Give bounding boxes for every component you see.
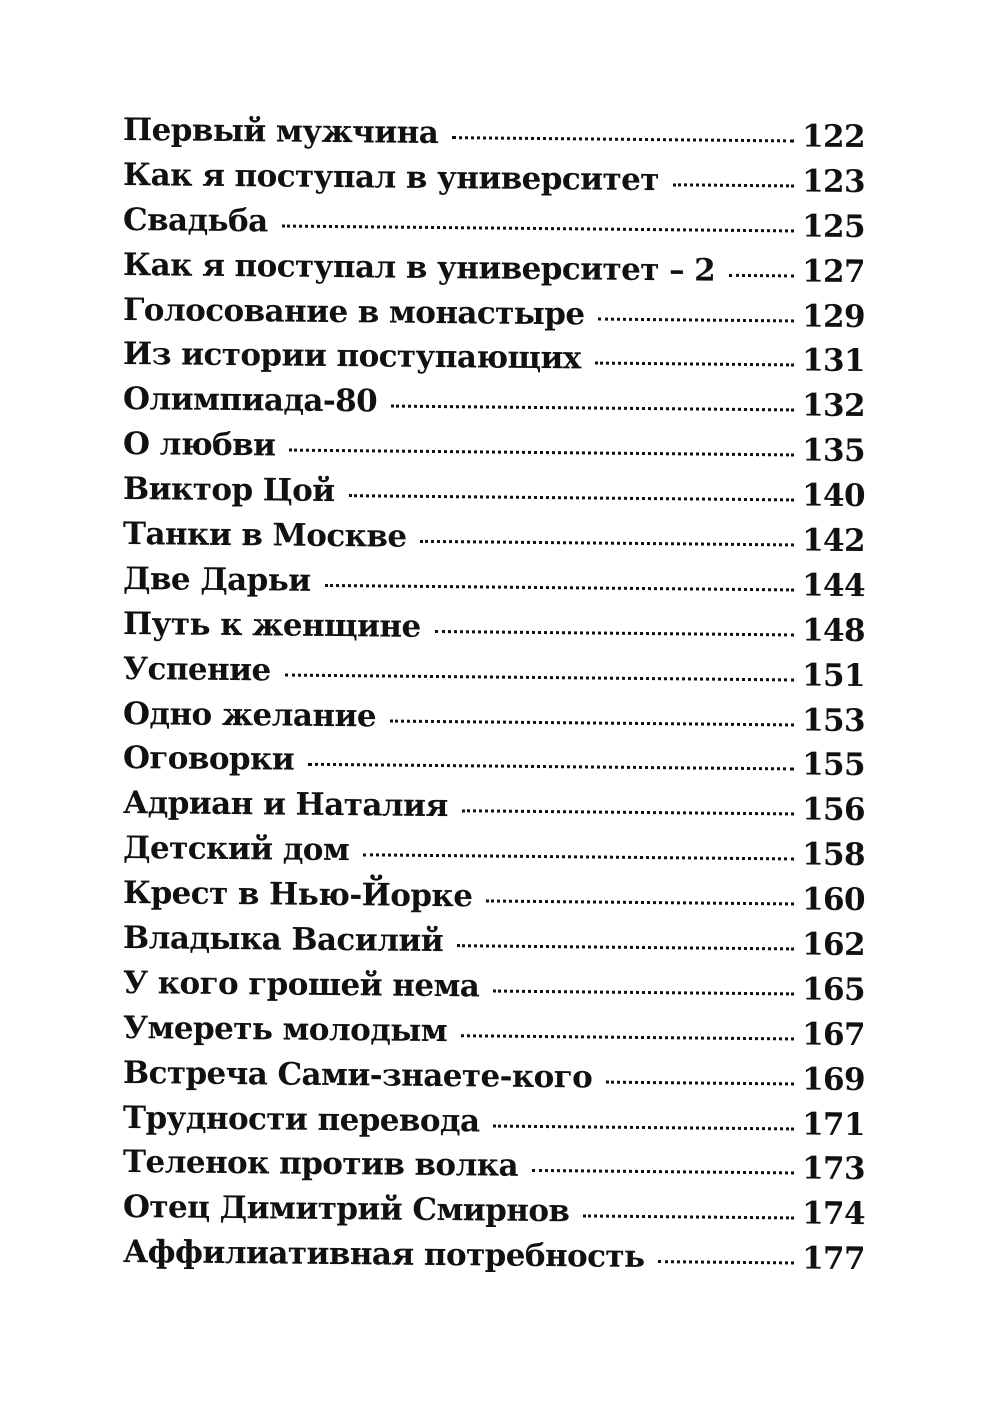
dot-leader [493,1124,794,1130]
toc-entry-page: 125 [802,208,865,245]
dot-leader [285,673,794,681]
toc-entry-page: 171 [802,1106,865,1143]
toc-entry-title: Аффилиативная потребность [123,1234,645,1276]
dot-leader [532,1169,794,1175]
toc-entry-title: Встреча Сами-знаете-кого [123,1054,593,1096]
toc-entry-title: Одно желание [123,695,377,735]
toc-entry[interactable] [123,336,865,388]
dot-leader [420,540,794,547]
toc-entry-title: Теленок против волка [123,1144,519,1185]
table-of-contents [123,112,865,1286]
toc-entry-title: Адриан и Наталия [123,785,448,825]
toc-entry-page: 142 [802,522,865,560]
toc-entry-page: 165 [802,971,865,1009]
toc-entry[interactable] [123,1010,865,1062]
toc-entry-title: У кого грошей нема [123,964,480,1005]
toc-entry-page: 156 [802,791,865,829]
dot-leader [673,183,794,187]
toc-entry-page: 135 [802,432,865,470]
toc-entry-page: 160 [802,881,865,919]
toc-entry-page: 174 [802,1195,865,1233]
toc-entry[interactable] [123,561,865,613]
toc-entry-page: 162 [802,926,865,964]
toc-entry-title: Оговорки [123,740,295,779]
toc-entry-page: 177 [802,1240,865,1278]
toc-entry-page: 155 [802,746,865,784]
toc-entry-title: Первый мужчина [123,112,439,152]
toc-entry[interactable] [123,157,865,209]
toc-entry-title: Владыка Василий [123,920,444,960]
dot-leader [493,989,794,995]
dot-leader [390,719,794,726]
toc-entry[interactable] [123,1100,865,1152]
toc-entry-page: 127 [802,253,865,290]
toc-entry-page: 131 [802,342,865,380]
dot-leader [308,763,794,771]
toc-entry-title: Успение [123,650,271,689]
toc-entry-title: Трудности перевода [123,1099,480,1140]
toc-entry-page: 123 [802,163,865,201]
dot-leader [325,584,795,592]
dot-leader [391,405,794,412]
dot-leader [282,224,795,232]
toc-entry[interactable] [123,651,865,703]
toc-entry[interactable] [123,875,865,927]
dot-leader [606,1080,794,1085]
toc-entry-title: Детский дом [123,830,350,869]
toc-entry-title: Отец Димитрий Смирнов [123,1189,570,1230]
toc-entry-title: Умереть молодым [123,1009,448,1049]
toc-entry-page: 173 [802,1151,865,1188]
toc-entry[interactable] [123,1234,865,1286]
toc-entry[interactable] [123,740,865,792]
toc-entry[interactable] [123,830,865,882]
dot-leader [595,362,794,367]
toc-entry[interactable] [123,247,865,299]
toc-entry[interactable] [123,920,865,972]
toc-entry-title: Танки в Москве [123,516,407,555]
toc-entry[interactable] [123,965,865,1017]
toc-entry-page: 169 [802,1061,865,1098]
dot-leader [457,944,794,950]
toc-entry[interactable] [123,516,865,568]
toc-entry[interactable] [123,1144,865,1196]
toc-entry-page: 122 [802,118,865,156]
toc-entry-title: Олимпиада-80 [123,381,378,420]
toc-entry-title: Из истории поступающих [123,336,581,377]
toc-entry-page: 167 [802,1016,865,1053]
toc-entry[interactable] [123,112,865,164]
dot-leader [598,317,794,322]
toc-entry-page: 144 [802,567,865,605]
toc-entry[interactable] [123,381,865,433]
dot-leader [658,1260,794,1264]
toc-entry-title: Свадьба [123,201,268,240]
toc-entry-title: Путь к женщине [123,605,421,645]
toc-entry-title: Виктор Цой [123,471,335,510]
dot-leader [349,494,795,501]
toc-entry-page: 153 [802,702,865,739]
dot-leader [461,1034,794,1040]
toc-entry-title: О любви [123,426,276,464]
toc-entry-page: 151 [802,657,865,694]
toc-entry[interactable] [123,1189,865,1241]
toc-entry-title: Как я поступал в университет [123,156,659,199]
toc-entry-title: Крест в Нью-Йорке [123,875,473,915]
toc-entry-page: 132 [802,387,865,425]
toc-entry-title: Как я поступал в университет – 2 [123,246,716,289]
toc-entry[interactable] [123,606,865,658]
toc-entry[interactable] [123,696,865,748]
dot-leader [462,810,794,816]
dot-leader [289,449,794,457]
toc-entry[interactable] [123,471,865,523]
dot-leader [486,900,794,906]
toc-entry[interactable] [123,292,865,344]
toc-entry-page: 140 [802,477,865,515]
dot-leader [583,1215,794,1220]
dot-leader [729,273,794,277]
toc-entry-page: 148 [802,612,865,649]
toc-entry[interactable] [123,202,865,254]
toc-entry-page: 158 [802,836,865,874]
toc-entry-title: Две Дарьи [123,560,311,599]
toc-entry-page: 129 [802,298,865,335]
dot-leader [452,136,794,142]
toc-entry[interactable] [123,785,865,837]
dot-leader [363,854,794,861]
dot-leader [435,630,794,636]
toc-entry[interactable] [123,1055,865,1107]
toc-entry[interactable] [123,426,865,478]
toc-entry-title: Голосование в монастыре [123,291,585,332]
